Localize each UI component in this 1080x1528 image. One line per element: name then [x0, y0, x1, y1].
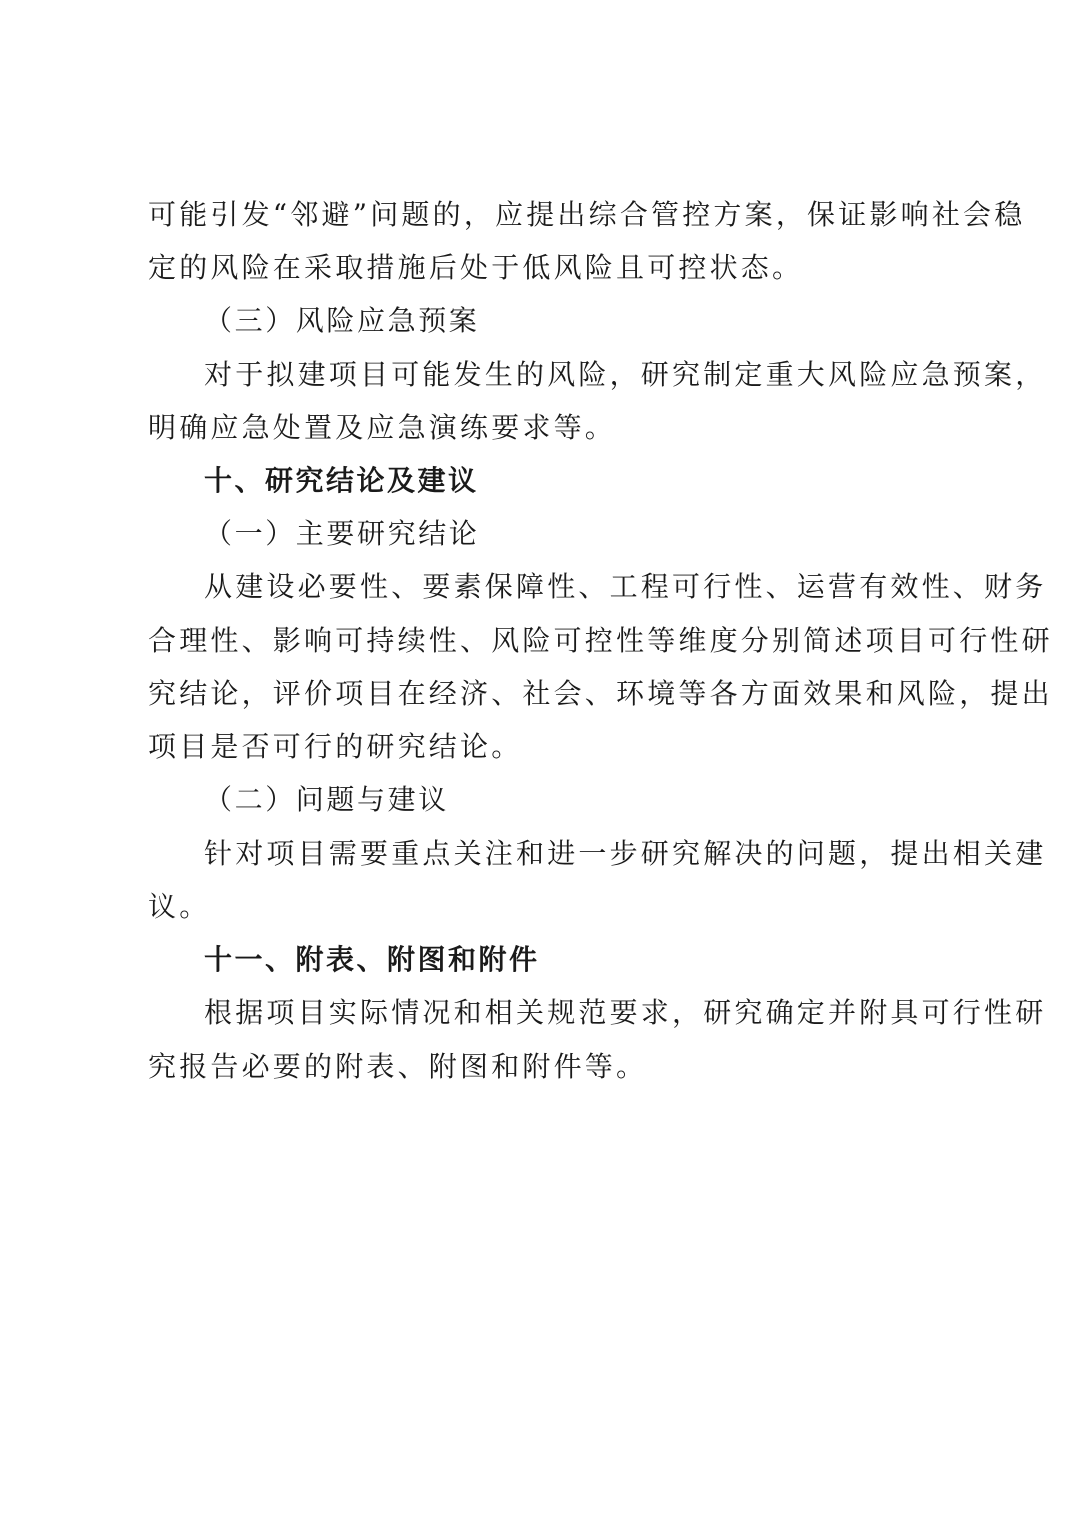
- paragraph-line: 定的风险在采取措施后处于低风险且可控状态。: [148, 251, 804, 284]
- paragraph-line: 项目是否可行的研究结论。: [148, 730, 523, 763]
- paragraph-line: 对于拟建项目可能发生的风险，研究制定重大风险应急预案，: [204, 358, 1047, 391]
- paragraph-line: 针对项目需要重点关注和进一步研究解决的问题，提出相关建: [204, 837, 1047, 870]
- paragraph-line: 明确应急处置及应急演练要求等。: [148, 411, 617, 444]
- paragraph-line: 究报告必要的附表、附图和附件等。: [148, 1050, 648, 1083]
- subheading-issues-suggestions: （二）问题与建议: [204, 783, 449, 816]
- subheading-main-conclusions: （一）主要研究结论: [204, 517, 480, 550]
- paragraph-line: 究结论，评价项目在经济、社会、环境等各方面效果和风险，提出: [148, 677, 1053, 710]
- section-heading-attachments: 十一、附表、附图和附件: [204, 943, 540, 976]
- paragraph-line: 可能引发“邻避”问题的，应提出综合管控方案，保证影响社会稳: [148, 198, 1026, 231]
- paragraph-line: 合理性、影响可持续性、风险可控性等维度分别简述项目可行性研: [148, 624, 1053, 657]
- subheading-emergency-plan: （三）风险应急预案: [204, 304, 480, 337]
- paragraph-line: 议。: [148, 890, 211, 923]
- section-heading-conclusions: 十、研究结论及建议: [204, 464, 479, 497]
- paragraph-line: 从建设必要性、要素保障性、工程可行性、运营有效性、财务: [204, 570, 1047, 603]
- paragraph-line: 根据项目实际情况和相关规范要求，研究确定并附具可行性研: [204, 996, 1047, 1029]
